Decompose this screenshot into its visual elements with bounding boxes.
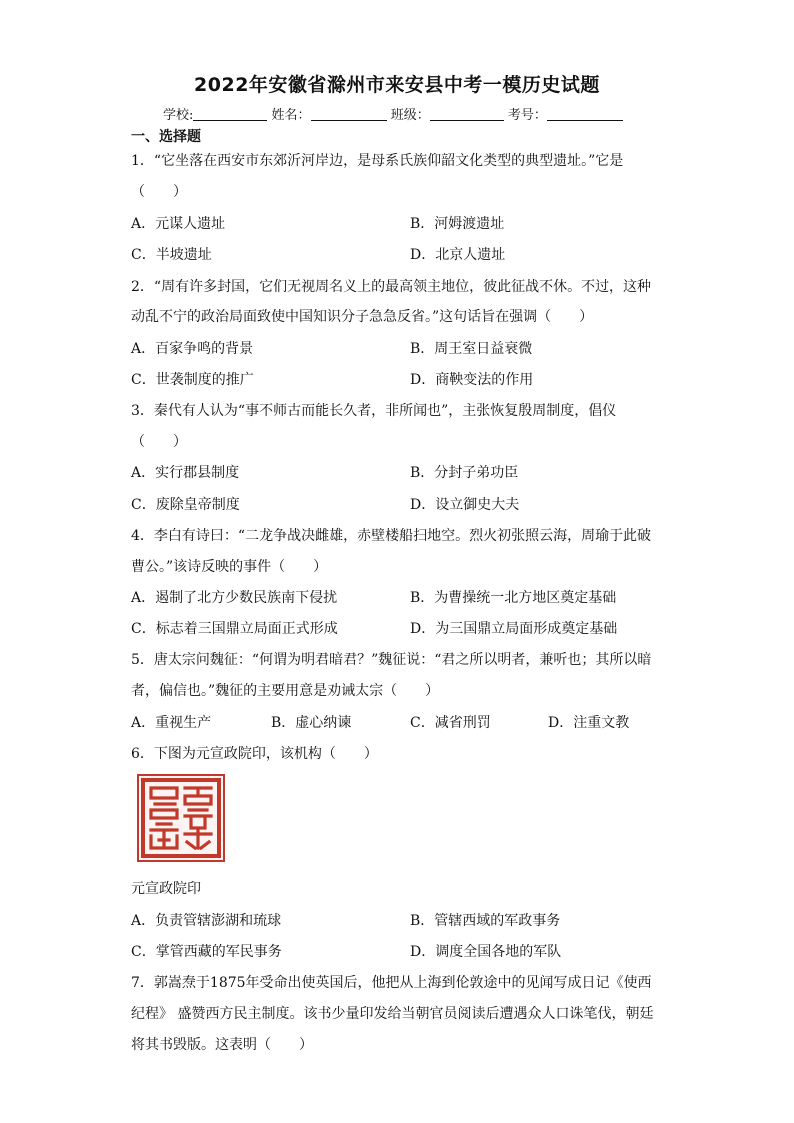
question-4-line-2: 曹公。”该诗反映的事件（ ） <box>131 559 328 575</box>
question-7-line-3: 将其书毁版。这表明（ ） <box>131 1037 313 1053</box>
school-label: 学校: <box>163 108 194 123</box>
question-5-line-1: 5．唐太宗问魏征：“何谓为明君暗君？”魏征说：“君之所以明者，兼听也；其所以暗 <box>131 652 652 668</box>
class-blank[interactable] <box>430 108 504 121</box>
question-5-option-c[interactable]: C．减省刑罚 <box>410 715 491 731</box>
exam-no-blank[interactable] <box>547 108 623 121</box>
question-3-option-b[interactable]: B．分封子弟功臣 <box>410 465 519 481</box>
question-1-option-d[interactable]: D．北京人遗址 <box>410 247 506 263</box>
question-7-line-1: 7．郭嵩焘于1875年受命出使英国后，他把从上海到伦敦途中的见闻写成日记《使西 <box>131 975 652 991</box>
question-6-option-c[interactable]: C．掌管西藏的军民事务 <box>131 944 282 960</box>
class-label: 班级： <box>390 108 430 123</box>
question-2-option-a[interactable]: A．百家争鸣的背景 <box>131 341 254 357</box>
question-4-option-d[interactable]: D．为三国鼎立局面形成奠定基础 <box>410 621 618 637</box>
question-4-option-b[interactable]: B．为曹操统一北方地区奠定基础 <box>410 590 617 606</box>
question-1-option-c[interactable]: C．半坡遗址 <box>131 247 212 263</box>
school-blank[interactable] <box>193 108 267 121</box>
section-heading: 一、选择题 <box>131 129 201 145</box>
question-2-line-2: 动乱不宁的政治局面致使中国知识分子急急反省。”这句话旨在强调（ ） <box>131 309 594 325</box>
question-3-line-2: （ ） <box>131 434 187 450</box>
seal-stamp-image <box>137 774 225 862</box>
name-blank[interactable] <box>311 108 387 121</box>
question-2-option-d[interactable]: D．商鞅变法的作用 <box>410 372 534 388</box>
question-2-line-1: 2．“周有许多封国，它们无视周名义上的最高领主地位，彼此征战不休。不过，这种 <box>131 279 652 295</box>
question-5-option-a[interactable]: A．重视生产 <box>131 715 212 731</box>
question-4-line-1: 4．李白有诗曰：“二龙争战决雌雄，赤壁楼船扫地空。烈火初张照云海，周瑜于此破 <box>131 528 652 544</box>
exam-no-label: 考号： <box>507 108 547 123</box>
question-1-line-1: 1．“它坐落在西安市东郊沂河岸边，是母系氏族仰韶文化类型的典型遗址。”它是 <box>131 153 624 169</box>
question-3-line-1: 3．秦代有人认为“事不师古而能长久者，非所闻也”，主张恢复殷周制度，倡仪 <box>131 403 617 419</box>
question-5-option-b[interactable]: B．虚心纳谏 <box>271 715 352 731</box>
question-6-option-b[interactable]: B．管辖西域的军政事务 <box>410 913 561 929</box>
question-3-option-d[interactable]: D．设立御史大夫 <box>410 497 520 513</box>
question-2-option-c[interactable]: C．世袭制度的推广 <box>131 372 254 388</box>
question-7-line-2: 纪程》 盛赞西方民主制度。该书少量印发给当朝官员阅读后遭遇众人口诛笔伐，朝廷 <box>131 1006 654 1022</box>
page-title: 2022年安徽省滁州市来安县中考一模历史试题 <box>194 74 600 96</box>
question-4-option-c[interactable]: C．标志着三国鼎立局面正式形成 <box>131 621 338 637</box>
name-label: 姓名： <box>271 108 311 123</box>
question-1-line-2: （ ） <box>131 184 187 200</box>
question-3-option-a[interactable]: A．实行郡县制度 <box>131 465 240 481</box>
question-5-line-2: 者，偏信也。”魏征的主要用意是劝诫太宗（ ） <box>131 683 440 699</box>
question-6-line-1: 6．下图为元宣政院印，该机构（ ） <box>131 746 378 762</box>
question-5-option-d[interactable]: D．注重文教 <box>548 715 630 731</box>
question-1-option-b[interactable]: B．河姆渡遗址 <box>410 216 505 232</box>
student-info-row <box>163 104 623 123</box>
question-3-option-c[interactable]: C．废除皇帝制度 <box>131 497 240 513</box>
question-6-option-a[interactable]: A．负责管辖澎湖和琉球 <box>131 913 282 929</box>
question-2-option-b[interactable]: B．周王室日益衰微 <box>410 341 533 357</box>
seal-caption: 元宣政院印 <box>131 881 201 897</box>
question-4-option-a[interactable]: A．遏制了北方少数民族南下侵扰 <box>131 590 338 606</box>
question-1-option-a[interactable]: A．元谋人遗址 <box>131 216 226 232</box>
question-6-option-d[interactable]: D．调度全国各地的军队 <box>410 944 562 960</box>
